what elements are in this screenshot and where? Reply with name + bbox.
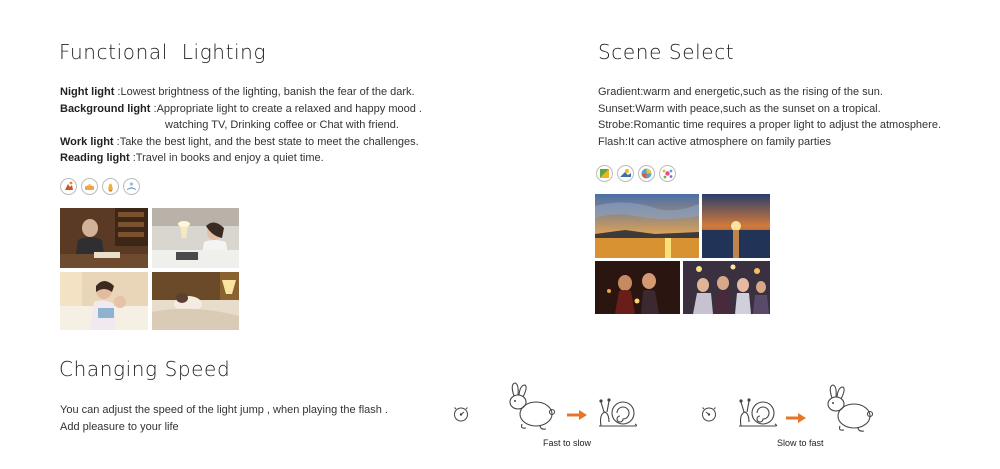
scene-select-description (598, 84, 941, 150)
work-light-label: Work light (60, 135, 114, 148)
snail-icon-1 (595, 396, 639, 430)
speed-control-icon-1 (452, 405, 470, 423)
fast-to-slow-caption: Fast to slow (543, 438, 592, 448)
flash-line: Flash:It can active atmosphere on family parties (598, 135, 831, 148)
reading-light-text: :Travel in books and enjoy a quiet time. (129, 152, 324, 164)
functional-icon-row (60, 178, 140, 195)
changing-speed-title: Changing Speed (59, 357, 231, 381)
arrow-right-icon-2 (786, 413, 806, 423)
reading-child-photo (60, 272, 148, 330)
sunset-sea-photo (702, 194, 770, 258)
night-light-icon (60, 178, 77, 195)
party-photo (683, 261, 770, 314)
flash-icon (659, 165, 676, 182)
work-light-text: :Take the best light, and the best state to meet the challenges. (113, 135, 419, 148)
arrow-right-icon-1 (567, 410, 587, 420)
scene-icon-row (596, 165, 676, 182)
background-light-line-cont (60, 117, 422, 134)
changing-speed-description (60, 402, 388, 435)
sunrise-photo (595, 194, 699, 258)
reading-light-icon (123, 178, 140, 195)
sunset-icon (617, 165, 634, 182)
work-desk-photo (152, 208, 239, 268)
rabbit-icon-2 (818, 384, 874, 434)
work-light-line (60, 134, 422, 151)
speed-line-1: You can adjust the speed of the light jump , when playing the flash . (60, 404, 388, 416)
night-light-text: :Lowest brightness of the lighting, banish the fear of the dark. (114, 86, 415, 98)
slow-to-fast-caption: Slow to fast (777, 438, 824, 448)
functional-lighting-description (60, 84, 422, 167)
sunset-line: Sunset:Warm with peace,such as the sunset on a tropical. (598, 102, 881, 115)
strobe-icon (638, 165, 655, 182)
office-photo (60, 208, 148, 268)
romantic-dinner-photo (595, 261, 680, 314)
speed-line-2: Add pleasure to your life (60, 420, 179, 433)
night-light-label: Night light (60, 86, 115, 98)
work-light-icon (102, 178, 119, 195)
background-light-icon (81, 178, 98, 195)
gradient-line: Gradient:warm and energetic,such as the rising of the sun. (598, 86, 883, 98)
background-light-line (60, 101, 422, 118)
gradient-icon (596, 165, 613, 182)
strobe-line: Strobe:Romantic time requires a proper light to adjust the atmosphere. (598, 119, 942, 131)
functional-lighting-title: Functional Lighting (59, 40, 267, 64)
background-light-text-cont: watching TV, Drinking coffee or Chat with friend. (165, 119, 399, 131)
snail-icon-2 (735, 396, 779, 430)
reading-light-line (60, 150, 422, 167)
background-light-label: Background light (60, 102, 151, 115)
scene-select-title: Scene Select (598, 40, 735, 64)
sleeping-photo (152, 272, 239, 330)
speed-control-icon-2 (700, 405, 718, 423)
reading-light-label: Reading light (60, 152, 130, 164)
background-light-text: :Appropriate light to create a relaxed and happy mood . (150, 102, 422, 115)
rabbit-icon-1 (500, 382, 556, 432)
night-light-line (60, 84, 422, 101)
